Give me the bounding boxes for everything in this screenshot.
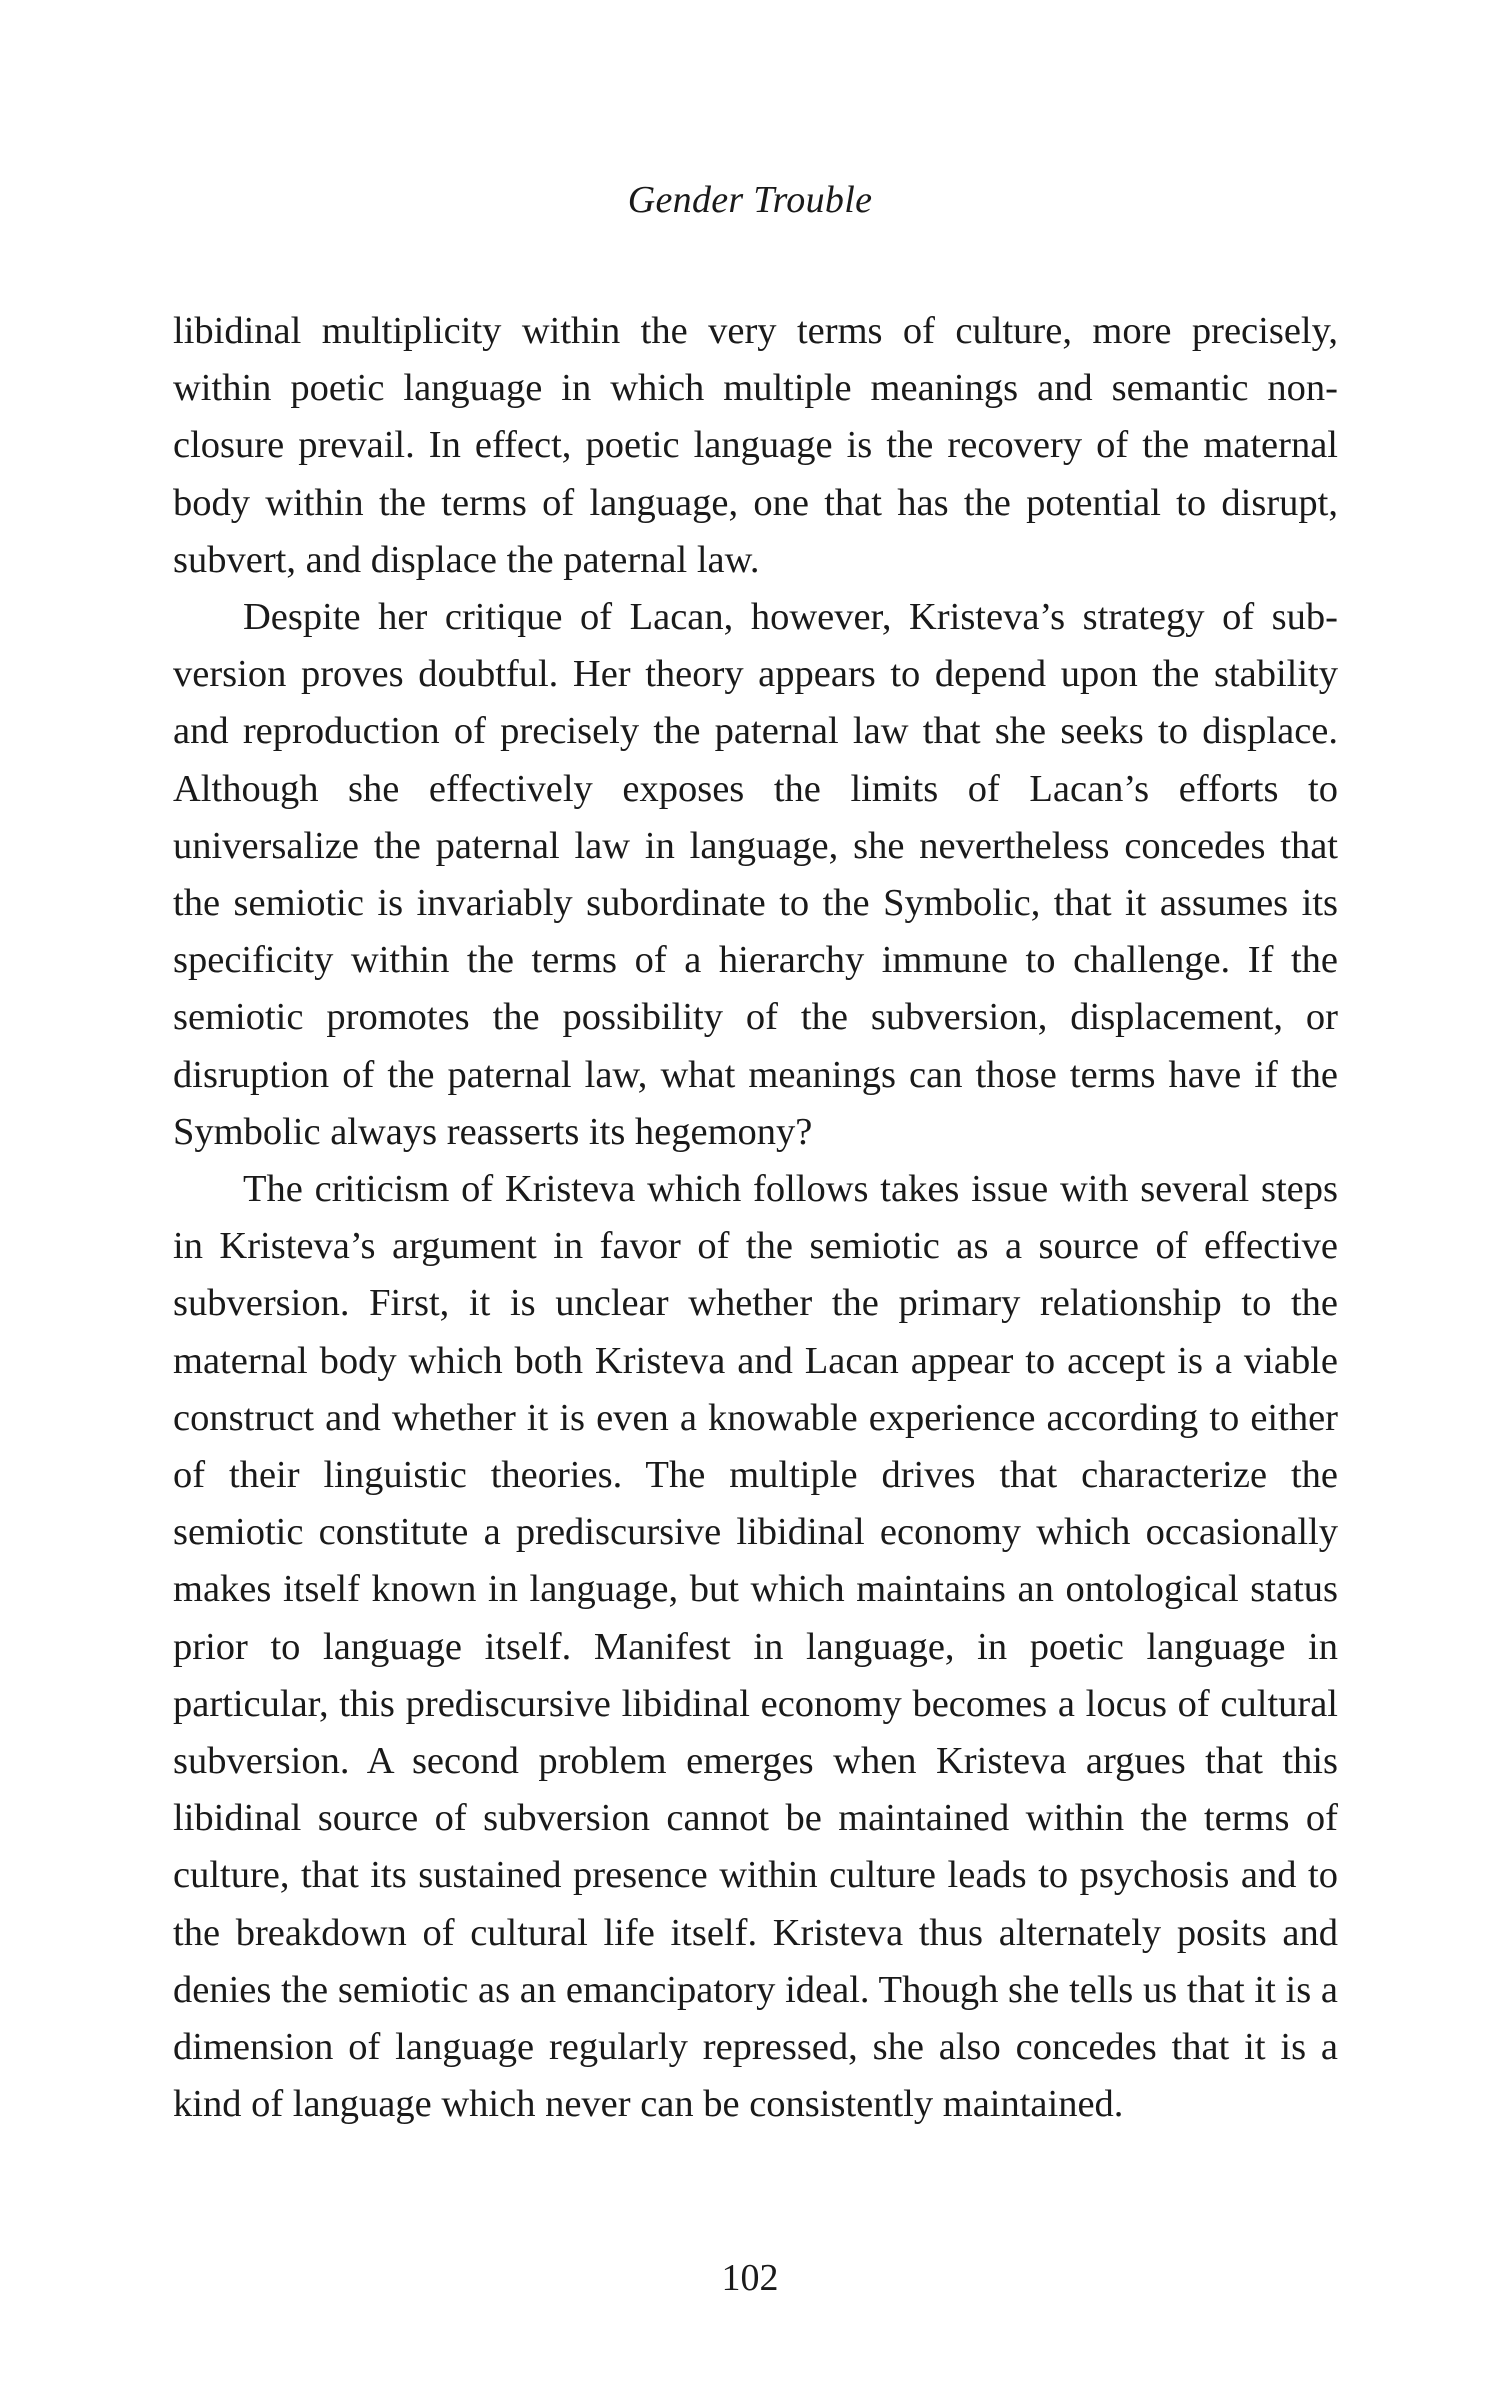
- body-text: [173, 303, 1338, 2134]
- paragraph-critique: Despite her critique of Lacan, however, Kristeva’s strategy of subversion proves doubtful. Her theory appears to depend upon the stability and reproduction of precisely the paternal law that she seeks to displace. Although she effectively exposes the limits of Lacan’s efforts to universalize the paternal law in language, she nevertheless concedes that the semiotic is invariably subordinate to the Symbolic, that it assumes its specificity within the terms of a hierarchy immune to challenge. If the semiotic promotes the possibility of the subversion, displacement, or disruption of the paternal law, what meanings can those terms have if the Symbolic always reasserts its hegemony?: [173, 596, 1338, 1153]
- paragraph-continued: libidinal multiplicity within the very terms of culture, more precisely, within poetic language in which multiple meanings and semantic nonclosure prevail. In effect, poetic language is the recovery of the maternal body within the terms of language, one that has the potential to disrupt, subvert, and displace the paternal law.: [173, 310, 1338, 581]
- page-number: 102: [721, 2257, 779, 2299]
- paragraph-criticism: The criticism of Kristeva which follows takes issue with several steps in Kristeva’s argument in favor of the semiotic as a source of effective subversion. First, it is unclear whether the primary relationship to the maternal body which both Kristeva and Lacan appear to accept is a viable construct and whether it is even a knowable experience according to either of their linguistic theories. The multiple drives that characterize the semiotic constitute a prediscursive libidinal economy which occasionally makes itself known in language, but which maintains an ontological status prior to language itself. Manifest in language, in poetic language in particular, this prediscursive libidinal economy becomes a locus of cultural subversion. A second problem emerges when Kristeva argues that this libidinal source of subversion cannot be maintained within the terms of culture, that its sustained presence within culture leads to psychosis and to the breakdown of cultural life itself. Kristeva thus alternately posits and denies the semiotic as an emancipatory ideal. Though she tells us that it is a dimension of language regularly repressed, she also concedes that it is a kind of language which never can be consistently maintained.: [173, 1168, 1338, 2126]
- running-head: Gender Trouble: [627, 179, 873, 221]
